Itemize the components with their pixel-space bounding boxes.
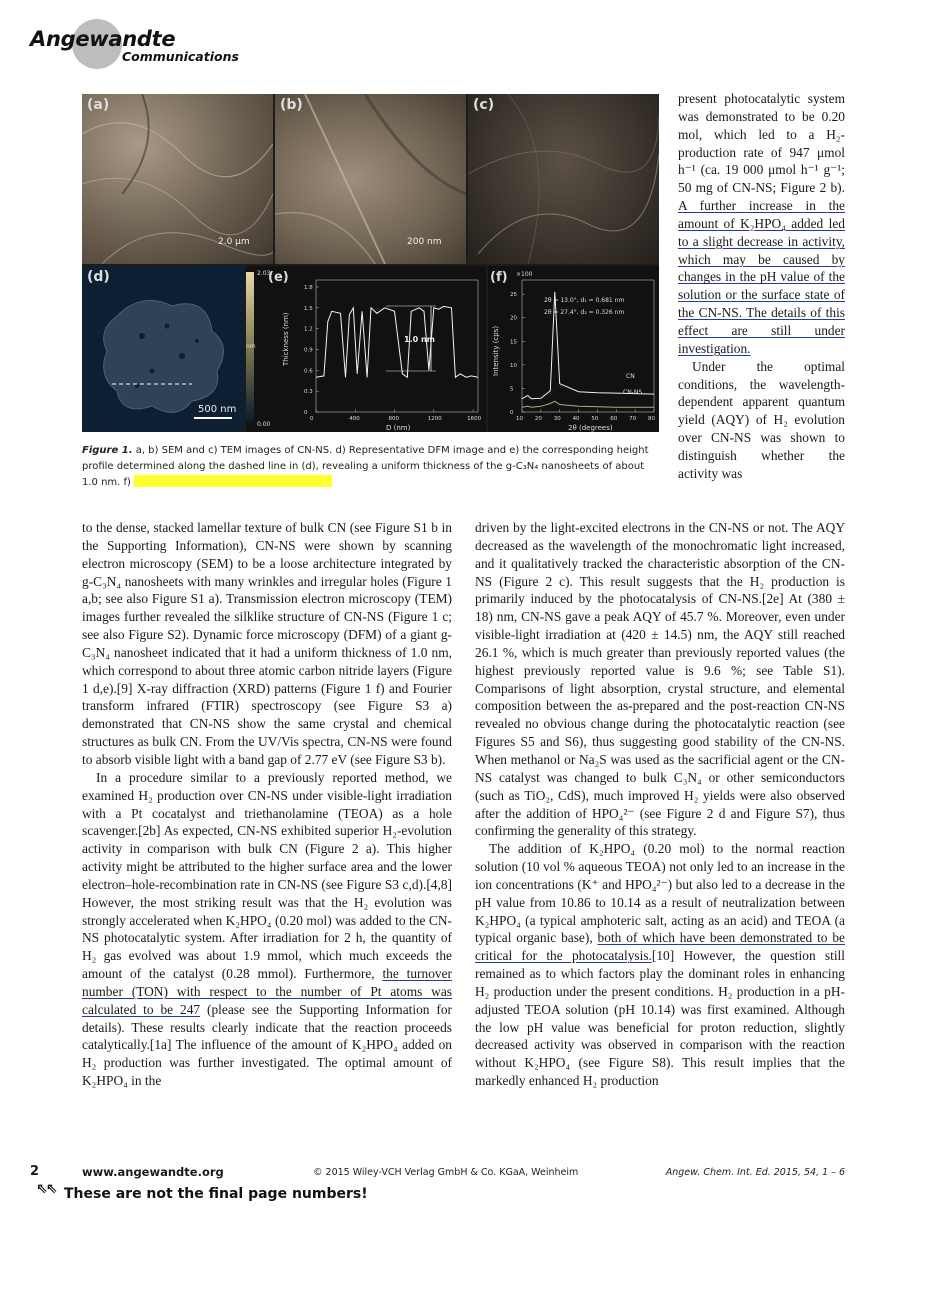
paragraph: to the dense, stacked lamellar texture of bulk CN (see Figure S1 b in the Supporting Information), CN-NS were shown by scanning electron microscopy (SEM) to be a loose architecture integrated by g-C₃N₄ nanosheets with many wrinkles and irregular holes (Figure 1 a,b; see also Figure S1 a). Transmission electron microscopy (TEM) images further revealed the silklike structure of CN-NS (Figure 1 c; see also Figure S2). Dynamic force microscopy (DFM) of a giant g-C₃N₄ nanosheet indicated that it had a uniform thickness of 1.0 nm, which correspond to about three atomic carbon nitride layers (Figure 1 d,e).[9] X-ray diffraction (XRD) patterns (Figure 1 f) and Fourier transform infrared (FTIR) spectroscopy (see Figure S3 a) demonstrated that CN-NS show the same crystal and chemical structures as bulk CN. From the UV/Vis spectra, CN-NS were found to absorb visible light with a band gap of 2.77 eV (see Figure S3 b). — [82, 520, 452, 767]
y-tick-label: 0.6 — [304, 368, 313, 375]
height-profile-chart — [246, 266, 486, 432]
series-line-profile — [316, 306, 478, 377]
highlight-mark — [134, 475, 332, 487]
panel-a-sem-image — [82, 94, 273, 264]
website-link[interactable]: www.angewandte.org — [82, 1165, 224, 1179]
f-xlabel: 2θ (degrees) — [568, 424, 613, 432]
panel-d-dfm-image — [82, 266, 244, 432]
f-legend-1: 2θ = 13.0°, d₁ = 0.681 nm — [544, 297, 625, 304]
double-arrow-icon: ⇖⇖ — [36, 1181, 56, 1197]
page-number: 2 — [30, 1164, 40, 1179]
tem-silk-c — [468, 94, 659, 264]
x-tick-label: 20 — [534, 416, 542, 422]
f-series-2-label: CN-NS — [623, 389, 643, 396]
right-top-column — [678, 90, 845, 483]
left-column — [82, 519, 452, 1090]
right-column — [475, 519, 845, 1090]
series-line-CN-NS — [522, 401, 654, 407]
paragraph — [678, 90, 845, 358]
y-tick-label: 1.8 — [304, 284, 313, 291]
text-run: In a procedure similar to a previously reported method, we examined H₂ production over CN-NS under visible-light irradiation with a Pt cocatalyst and triethanolamine (TEOA) as a hole scavenger.[2b] As expected, CN-NS exhibited superior H₂-evolution activity in comparison with bulk CN (Figure 2 a). This higher activity might be attributed to the higher surface area and the lower electron–hole-recombination rate in CN-NS (see Figure S3 c,d).[4,8] However, the most striking result was that the H₂ evolution was strongly accelerated when K₂HPO₄ (0.20 mol) was added to the CN-NS photocatalytic system. After irradiation for 2 h, the quantity of H₂ gas evolved was about 1.9 mmol, which much exceeds the amount of the catalyst (0.28 mmol). Furthermore, — [82, 769, 452, 982]
e-xlabel: D (nm) — [386, 424, 411, 432]
scale-bar-b: 200 nm — [407, 237, 442, 247]
x-tick-label: 40 — [572, 416, 580, 422]
panel-e-height-profile — [246, 266, 486, 432]
y-tick-label: 1.2 — [304, 326, 313, 333]
text-run: The addition of K₂HPO₄ (0.20 mol) to the normal reaction solution (10 vol % aqueous TEOA) not only led to an increase in the ion concentrations (K⁺ and HPO₄²⁻) but also led to a decrease in the pH value from 10.86 to 10.14 as a result of neutralization between K₂HPO₄ (a typical amphoteric salt, acting as an acid) and TEOA (a typical organic base), — [475, 841, 845, 946]
paragraph — [475, 840, 845, 1090]
x-tick-label: 30 — [553, 416, 561, 422]
underlined-annotation: A further increase in the amount of K₂HPO₄ added led to a slight decrease in activity, which may be caused by changes in the pH value of the solution or the surface state of the CN-NS. The details of this effect are still under investigation. — [678, 198, 845, 356]
text-run: present photocatalytic system was demonstrated to be 0.20 mol, which led to a H₂-production rate of 947 μmol h⁻¹ (ca. 19 000 μmol h⁻¹ g⁻¹; 50 mg of CN-NS; Figure 2 b). — [678, 91, 845, 196]
x-tick-label: 70 — [629, 416, 637, 422]
scale-bar-a: 2.0 μm — [218, 237, 250, 247]
x-tick-label: 400 — [349, 416, 360, 422]
e-marks — [316, 306, 478, 377]
scale-bar-d: 500 nm — [198, 404, 237, 415]
x-tick-label: 60 — [610, 416, 618, 422]
x-tick-label: 10 — [516, 416, 523, 422]
y-tick-label: 0.3 — [304, 389, 313, 396]
panel-e-label: (e) — [268, 270, 289, 285]
journal-section: Communications — [122, 49, 239, 64]
x-tick-label: 1200 — [427, 416, 442, 422]
e-annotation: 1.0 nm — [404, 335, 435, 344]
colorbar-unit: nm — [246, 343, 256, 350]
panel-b-label: (b) — [280, 97, 303, 113]
x-tick-label: 0 — [310, 416, 314, 422]
panel-f-label: (f) — [490, 270, 508, 285]
journal-citation: Angew. Chem. Int. Ed. 2015, 54, 1 – 6 — [665, 1167, 845, 1178]
figure-caption — [82, 443, 662, 491]
copyright: © 2015 Wiley-VCH Verlag GmbH & Co. KGaA, Weinheim — [313, 1167, 579, 1178]
x-tick-label: 80 — [648, 416, 655, 422]
panel-c-label: (c) — [473, 97, 495, 113]
y-tick-label: 15 — [510, 339, 517, 346]
paragraph: driven by the light-excited electrons in the CN-NS or not. The AQY decreased as the wavelength of the monochromatic light increased, and it qualitatively tracked the characteristic absorption of the CN-NS (Figure 2 c). This result suggests that the H₂ production is primarily induced by the photocatalysis of CN-NS.[2e] At (380 ± 18) nm, CN-NS gave a peak AQY of 45.7 %. Moreover, even under visible-light irradiation at (420 ± 14.5) nm, the AQY still reached 26.1 %, which is much greater than previously reported values (the highest previously reported value is 9.6 %; see Table S1). Comparisons of light absorption, crystal structure, and elemental composition between the as-prepared and the post-reaction CN-NS revealed no obvious change during the photocatalytic reaction (see Figures S5 and S6), thus suggesting good stability of the CN-NS. When methanol or Na₂S was used as the sacrificial agent or the CN-NS catalyst was changed to bulk C₃N₄ or other semiconductors (such as TiO₂, CdS), much improved H₂ yields were also observed after the addition of HPO₄²⁻ (see Figure 2 d and Figure S7), thus confirming the generality of this strategy. — [475, 520, 845, 839]
panel-a-label: (a) — [87, 97, 110, 113]
colorbar-max: 2.03 — [257, 270, 271, 277]
f-series-1-label: CN — [626, 373, 635, 380]
page-warning: These are not the final page numbers! — [64, 1186, 368, 1202]
colorbar-min: 0.00 — [257, 421, 271, 428]
paragraph: Under the optimal conditions, the wavelength-dependent apparent quantum yield (AQY) of H₂ evolution over CN-NS was shown to distinguish whether the activity was — [678, 358, 845, 481]
y-tick-label: 25 — [510, 292, 517, 299]
paragraph — [82, 769, 452, 1090]
e-axes — [304, 280, 482, 422]
x-tick-label: 50 — [591, 416, 599, 422]
xrd-chart — [488, 266, 659, 432]
y-tick-label: 20 — [510, 315, 517, 322]
e-ylabel: Thickness (nm) — [282, 312, 290, 366]
panel-c-tem-image — [468, 94, 659, 264]
y-tick-label: 0.9 — [304, 347, 313, 354]
y-tick-label: 0 — [510, 410, 514, 416]
underlined-annotation: the turnover number (TON) with respect to the number of Pt atoms was calculated to be 247 — [82, 966, 452, 1017]
y-tick-label: 5 — [510, 386, 514, 393]
x-tick-label: 1600 — [467, 416, 482, 422]
caption-label: Figure 1. — [82, 445, 133, 456]
panel-f-xrd — [488, 266, 659, 432]
underlined-annotation: both of which have been demonstrated to be critical for the photocatalysis. — [475, 930, 845, 964]
series-line-CN — [522, 292, 654, 399]
text-run: (please see the Supporting Information for details). These results clearly indicate that the reaction proceeds catalytically.[1a] The influence of the amount of K₂HPO₄ added on H₂ production was further investigated. The optimal amount of K₂HPO₄ in the — [82, 1001, 452, 1089]
journal-logo: Angewandte — [30, 27, 176, 51]
f-ylabel: Intensity (cps) — [492, 325, 500, 376]
y-tick-label: 1.5 — [304, 305, 313, 312]
text-run: [10] However, the question still remained as to which factors play the dominant roles in enhancing H₂ production under the present conditions. H₂ production in a pH-adjusted TEOA solution (pH 10.14) was first examined. Although the low pH value was beneficial for proton reduction, slightly decreased activity was observed in comparison with the reaction without K₂HPO₄ (see Figure S8). This result implies that the markedly enhanced H₂ production — [475, 948, 845, 1089]
panel-b-sem-image — [275, 94, 466, 264]
caption-text: a, b) SEM and c) TEM images of CN-NS. d) Representative DFM image and e) the corresponding height profile determined along the dashed line in (d), revealing a uniform thickness of the g-C₃N₄ nanosheets of about 1.0 nm. f) — [82, 445, 649, 488]
f-legend-2: 2θ = 27.4°, d₂ = 0.326 nm — [544, 309, 625, 316]
y-tick-label: 10 — [510, 362, 517, 369]
x-tick-label: 800 — [388, 416, 400, 422]
y-tick-label: 0 — [304, 410, 308, 416]
f-multiplier: ×100 — [516, 271, 533, 278]
panel-d-label: (d) — [87, 269, 110, 285]
figure-1 — [82, 94, 659, 432]
